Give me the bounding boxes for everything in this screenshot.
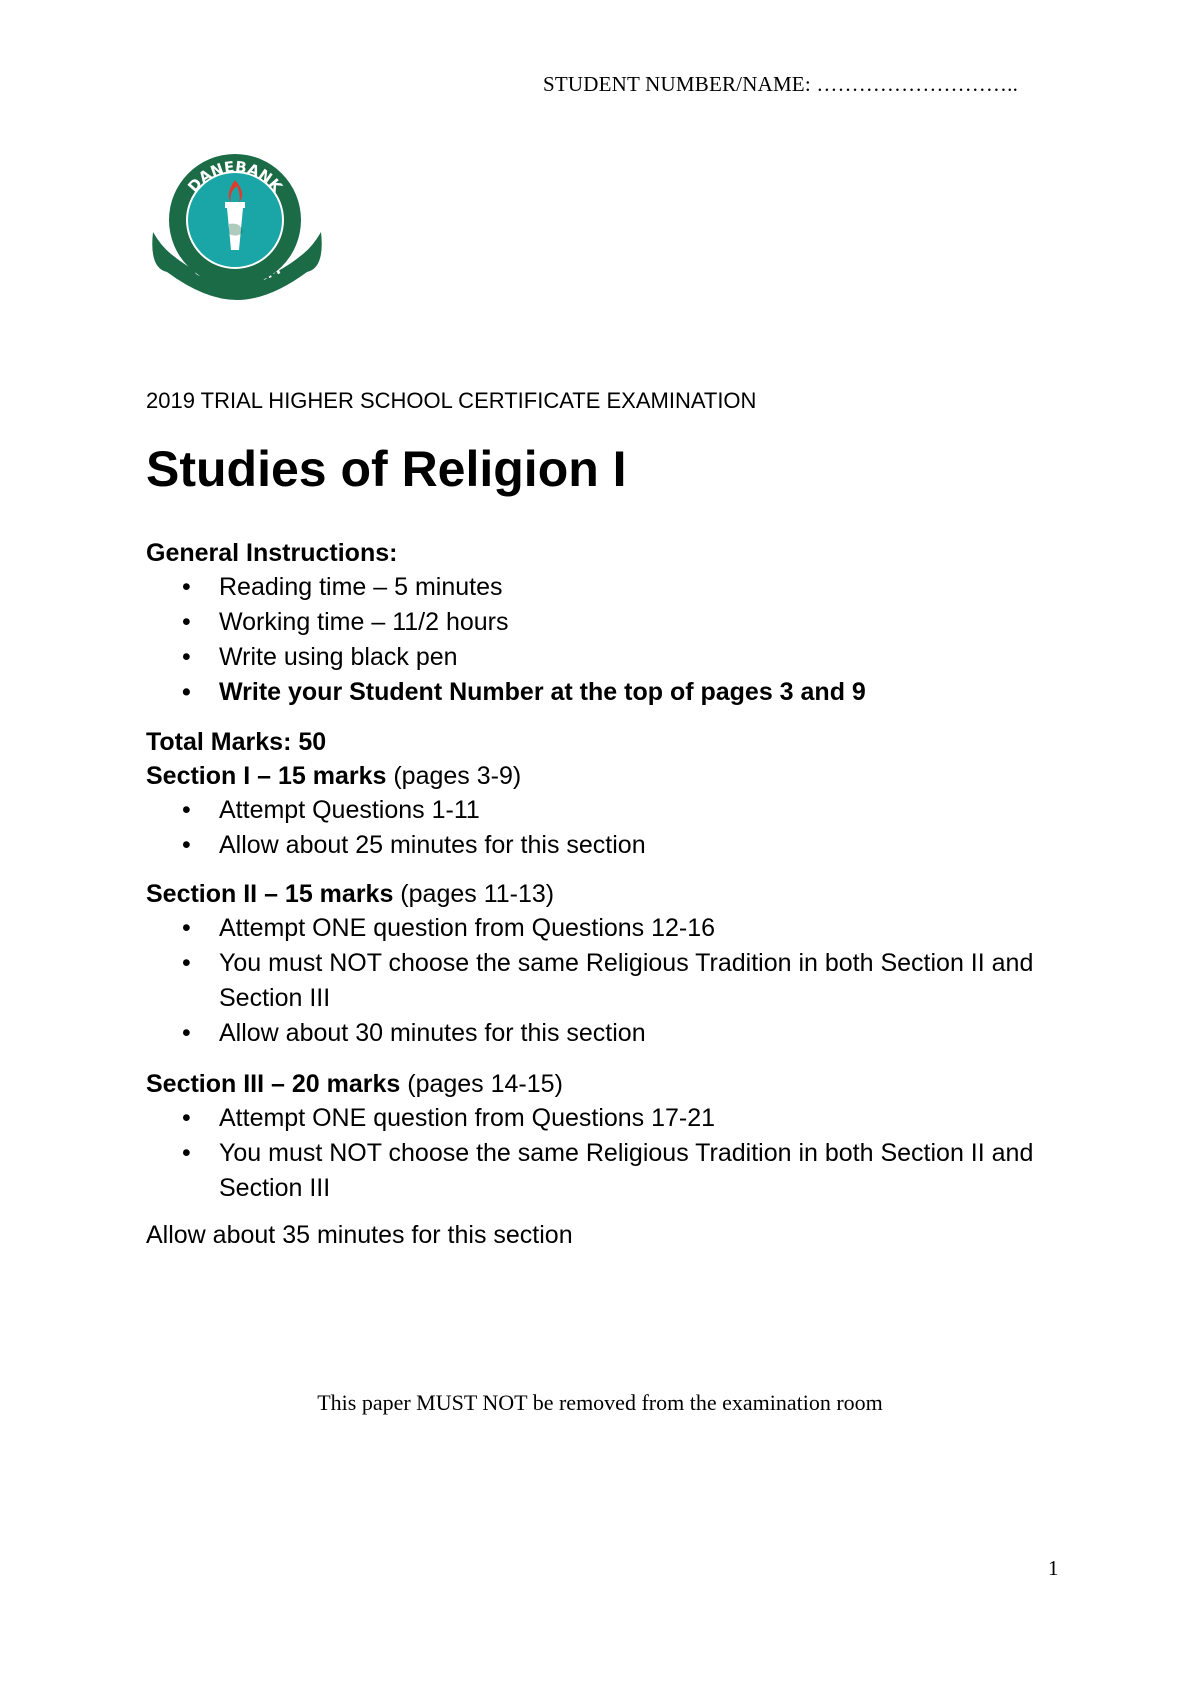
crest-name: DANEBANK <box>184 157 286 196</box>
list-item: • Attempt ONE question from Questions 17-21 <box>146 1101 1119 1136</box>
list-item: • You must NOT choose the same Religious Tradition in both Section II and Section III <box>146 1136 1119 1206</box>
list-item: • Allow about 30 minutes for this section <box>146 1016 1119 1051</box>
list-item: • Reading time – 5 minutes <box>146 570 866 605</box>
section-1-heading: Section I – 15 marks (pages 3-9) <box>146 762 522 790</box>
list-item: • Write using black pen <box>146 640 866 675</box>
list-item: • Working time – 11/2 hours <box>146 605 866 640</box>
section-3-time-note: Allow about 35 minutes for this section <box>146 1221 573 1249</box>
student-number-name-line: STUDENT NUMBER/NAME: ……………………….. <box>543 72 1019 96</box>
section-3-block <box>146 1067 1119 1252</box>
general-instructions <box>146 536 866 710</box>
total-marks: Total Marks: 50 <box>146 728 327 756</box>
list-item: • Allow about 25 minutes for this section <box>146 828 646 863</box>
general-instructions-heading: General Instructions: <box>146 539 398 567</box>
list-item: • Attempt ONE question from Questions 12-16 <box>146 911 1119 946</box>
section-3-heading: Section III – 20 marks (pages 14-15) <box>146 1070 563 1098</box>
page-number: 1 <box>1048 1556 1059 1580</box>
exam-room-notice: This paper MUST NOT be removed from the examination room <box>317 1390 883 1415</box>
list-item: • Write your Student Number at the top of pages 3 and 9 <box>146 675 866 710</box>
subject-title: Studies of Religion I <box>146 441 627 497</box>
section-2-block <box>146 877 1119 1051</box>
list-item: • You must NOT choose the same Religious Tradition in both Section II and Section III <box>146 946 1119 1016</box>
section-2-heading: Section II – 15 marks (pages 11-13) <box>146 880 555 908</box>
list-item: • Attempt Questions 1-11 <box>146 793 646 828</box>
section-1-block <box>146 725 646 863</box>
exam-title: 2019 TRIAL HIGHER SCHOOL CERTIFICATE EXAMINATION <box>146 388 757 413</box>
danebank-school-crest-icon <box>145 150 330 305</box>
